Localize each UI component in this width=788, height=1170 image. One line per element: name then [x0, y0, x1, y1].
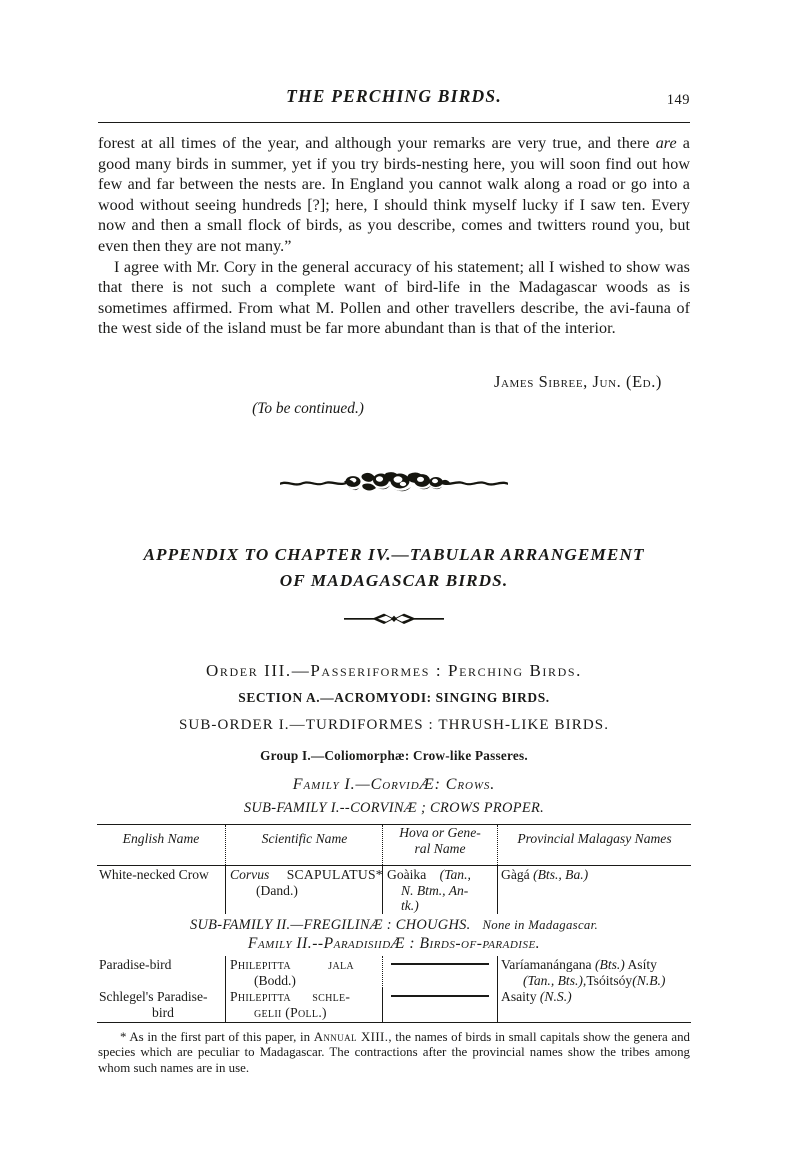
cell-scientific-authority: (Bodd.) [254, 972, 296, 988]
footnote-reference: Annual XIII. [313, 1030, 389, 1044]
species-name: SCAPULATUS* [286, 867, 383, 882]
table-col-divider-1 [225, 825, 226, 865]
cell-provincial-names [501, 957, 691, 988]
table-header-scientific-name: Scientific Name [261, 831, 348, 846]
table-header-hova-name [385, 825, 495, 856]
page-number: 149 [666, 92, 690, 108]
cell-scientific-authority: (Dand.) [256, 882, 298, 898]
provincial-name: Gàgá [501, 867, 530, 882]
species-name: schle- [312, 989, 351, 1004]
cell-scientific-authority: gelii (Poll.) [254, 1004, 327, 1020]
table-header-row [97, 825, 691, 865]
hova-tribe-3: tk.) [401, 898, 419, 914]
cell-scientific-name [230, 867, 383, 898]
cell-english-name [99, 989, 227, 1020]
paragraph-1-emphasis: are [655, 135, 677, 152]
provincial-tribes: (Bts., Ba.) [533, 867, 589, 882]
provincial-tribe-1: (N.S.) [539, 989, 572, 1004]
table-row [97, 988, 691, 1022]
row-col-divider-3 [497, 866, 498, 914]
appendix-title [98, 542, 690, 594]
row-col-divider-3 [497, 988, 498, 1022]
body-text [98, 134, 690, 340]
provincial-tribe-1: (Bts.) [594, 957, 625, 972]
provincial-name-1: Varíamanángana [501, 957, 592, 972]
cell-scientific-line-1 [230, 867, 383, 883]
hova-name: Goàika [387, 867, 427, 882]
appendix-title-line-2: OF MADAGASCAR BIRDS. [279, 571, 509, 590]
provincial-name-1: Asaity [501, 989, 537, 1004]
heading-order: Order III.—Passeriformes : Perching Birds. [206, 661, 582, 680]
cell-provincial-names [501, 989, 691, 1005]
table-row [97, 956, 691, 988]
table-header-hova-line-2: ral Name [414, 840, 466, 856]
paragraph-1 [98, 134, 690, 258]
appendix-title-line-1: APPENDIX TO CHAPTER IV.—TABULAR ARRANGEMENT [143, 545, 645, 564]
cell-english-name: Paradise-bird [99, 957, 172, 972]
hova-tribe-1: (Tan., [439, 867, 471, 882]
heading-suborder: SUB-ORDER I.—TURDIFORMES : THRUSH-LIKE BIRDS. [178, 717, 610, 733]
hova-em-dash-rule [391, 963, 489, 965]
table-header-provincial-names: Provincial Malagasy Names [517, 831, 672, 846]
provincial-line-1 [501, 957, 691, 973]
table-col-divider-2 [382, 825, 383, 865]
table-col-divider-3 [497, 825, 498, 865]
genus-name: Corvus [230, 867, 270, 882]
heading-section: SECTION A.—ACROMYODI: SINGING BIRDS. [238, 690, 550, 705]
signature-author: James Sibree, Jun. (Ed.) [494, 372, 662, 391]
heading-subfamily-2 [97, 914, 691, 935]
hova-em-dash-rule [391, 995, 489, 997]
floral-ornament [0, 468, 788, 499]
hova-tribe-2: N. Btm., An- [401, 882, 469, 898]
cell-english-line-1: Schlegel's Paradise- [99, 989, 208, 1004]
footnote-text-a: * As in the first part of this paper, in [120, 1030, 314, 1044]
row-col-divider-3 [497, 956, 498, 988]
cell-hova-line-1 [387, 867, 495, 883]
genus-name: Philepitta [230, 989, 291, 1004]
table-row [97, 866, 691, 914]
table-header-english-name: English Name [122, 831, 200, 846]
paragraph-1-part-a: forest at all times of the year, and although your remarks are very true, and there [98, 135, 656, 152]
cell-scientific-name [230, 989, 383, 1020]
cell-english-name: White-necked Crow [99, 867, 209, 882]
signature-line [98, 372, 690, 392]
paragraph-2: I agree with Mr. Cory in the general accuracy of his statement; all I wished to show was that there is not such a complete want of bird-life in the Madagascar woods as is sometimes affirmed. From what M. Pollen and other travellers describe, the avi-fauna of the west side of the island must be far more abundant than is that of the interior. [98, 258, 690, 338]
cell-english-line-2: bird [152, 1004, 174, 1020]
footnote-paragraph [98, 1030, 690, 1076]
heading-subfamily-1: SUB-FAMILY I.--CORVINÆ ; CROWS PROPER. [243, 800, 545, 816]
footnote-text-b: , the names of birds in small capitals show the genera and species which are peculiar to Madagascar. The contractions after the provincial names show the tribes among whom such names are in use. [98, 1030, 690, 1075]
cell-scientific-line-1 [230, 989, 383, 1005]
to-be-continued: (To be continued.) [252, 400, 364, 417]
cell-hova-name [387, 867, 495, 914]
heading-family-2: Family II.--ParadisiidÆ : Birds-of-paradise. [247, 935, 541, 952]
provincial-name-2: Asíty [627, 957, 657, 972]
genus-name: Philepitta [230, 957, 291, 972]
footnote [98, 1030, 690, 1076]
cell-scientific-name [230, 957, 383, 988]
running-head-title: THE PERCHING BIRDS. [286, 86, 502, 106]
provincial-tribe-3: (N.B.) [632, 972, 666, 988]
provincial-line-2 [501, 973, 691, 989]
heading-subfamily-2-note: None in Madagascar. [482, 918, 598, 932]
provincial-name-3: Tsóitsóy [586, 972, 633, 988]
cell-scientific-line-1 [230, 957, 383, 973]
table-rule-bottom [97, 1022, 691, 1023]
cell-provincial-names [501, 867, 690, 883]
heading-subfamily-2-text: SUB-FAMILY II.—FREGILINÆ : CHOUGHS. [189, 917, 471, 933]
paragraph-1-part-c: a good many birds in summer, yet if you try birds-nesting here, you will soon find out how few and far between the nests are. In England you cannot walk along a road or go into a wood without seeing hundreds [?]; here, I should think myself lucky if I saw ten. Every now and then a small flock of birds, as you describe, comes and twitters round you, but even then they are not many.” [98, 135, 690, 255]
cell-hova-name [387, 957, 493, 965]
cell-hova-name [387, 989, 493, 997]
provincial-tribe-2: (Tan., Bts.), [523, 972, 587, 988]
heading-group: Group I.—Coliomorphæ: Crow-like Passeres. [260, 748, 528, 763]
header-rule [98, 122, 690, 123]
species-name: jala [328, 957, 354, 972]
table-header-hova-line-1: Hova or Gene- [399, 825, 481, 840]
heading-family-1: Family I.—CorvidÆ: Crows. [292, 776, 496, 793]
bird-table [97, 824, 691, 1023]
running-head [98, 86, 690, 120]
diamond-rule-ornament [0, 612, 788, 631]
